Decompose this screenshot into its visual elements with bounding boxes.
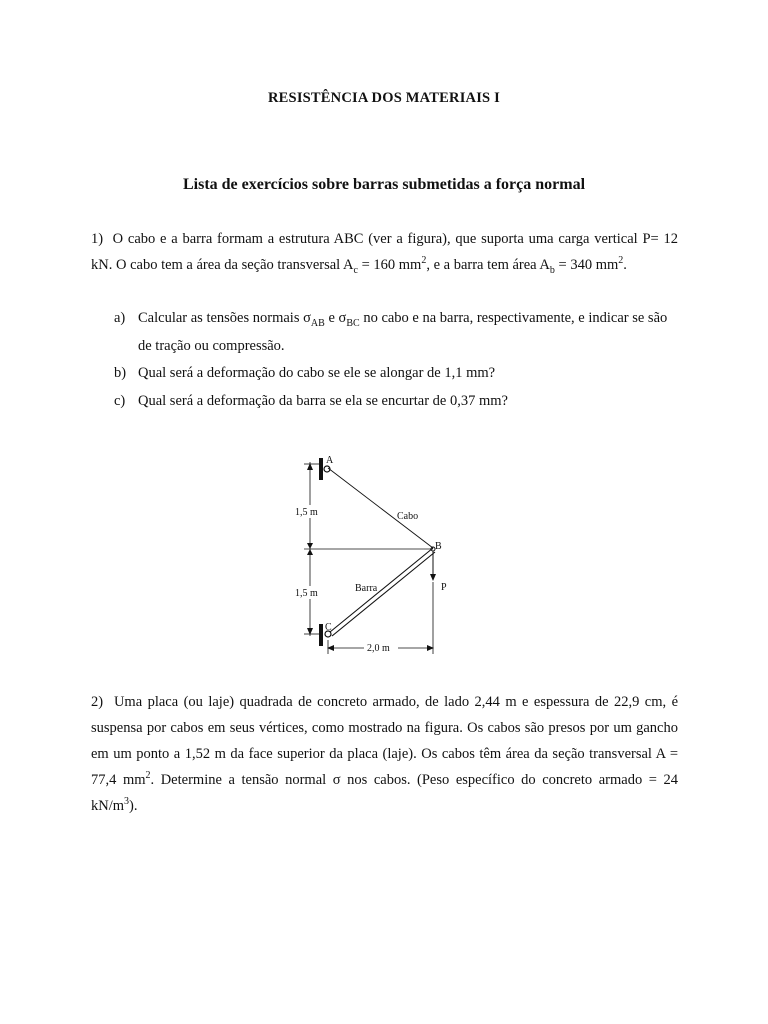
sub-question-letter: c) [114, 392, 126, 409]
label-b: B [435, 541, 442, 552]
dim-arrow-up-icon [307, 549, 313, 555]
superscript-3: 3 [124, 796, 130, 808]
problem-1-statement [91, 226, 678, 278]
dimension-upper-label: 1,5 m [295, 507, 318, 518]
bar-cb-edge-bottom [332, 552, 435, 636]
sub-question-letter: a) [114, 310, 126, 326]
bar-cb-edge-top [330, 548, 433, 632]
sub-question-a [91, 305, 678, 360]
dimension-lower-label: 1,5 m [295, 588, 318, 599]
problem-1-number: 1) [91, 231, 104, 247]
sub-question-b-text: Qual será a deformação do cabo se ele se alongar de 1,1 mm? [138, 365, 496, 381]
sub-question-c [91, 388, 678, 416]
structure-abc-figure [290, 450, 470, 660]
problem-1-text-c: , e a barra tem área A [426, 257, 550, 273]
structure-diagram [290, 450, 470, 660]
problem-1-text-e: . [623, 257, 627, 273]
subscript-bc: BC [346, 317, 360, 329]
subscript-b: b [549, 264, 555, 276]
sub-question-letter: b) [114, 365, 127, 381]
problem-2-text-b: . Determine a tensão normal σ nos cabos. (Peso específico do concreto armado = 24 kN/m [91, 772, 679, 814]
problem-2-text-a: Uma placa (ou laje) quadrada de concreto armado, de lado 2,44 m e espessura de 22,9 cm, é suspensa por cabos em seus vértices, como mostrado na figura. Os cabos são presos por um gancho em um ponto a 1,52 m da face superior da placa (laje). Os cabos têm área da seção transversal A = 77,4 mm [91, 694, 679, 788]
wall-support-a [319, 458, 323, 480]
subscript-c: c [353, 264, 358, 276]
label-p: P [441, 582, 447, 593]
label-bar: Barra [355, 583, 378, 594]
label-a: A [326, 455, 334, 466]
problem-2-number: 2) [91, 694, 104, 710]
problem-1-sub-questions [91, 305, 678, 415]
sub-question-a-part1: Calcular as tensões normais σ [138, 310, 311, 326]
subscript-ab: AB [310, 317, 325, 329]
sub-question-a-part2: e σ [324, 310, 347, 326]
problem-1-text-b: = 160 mm [357, 257, 422, 273]
problem-2-statement [91, 689, 678, 819]
sub-question-c-text: Qual será a deformação da barra se ela se encurtar de 0,37 mm? [138, 392, 508, 409]
cable-ab [328, 468, 433, 548]
problem-1-text-a: O cabo e a barra formam a estrutura ABC (ver a figura), que suporta uma carga vertical P= 12 kN. O cabo tem a área da seção transversal A [91, 231, 678, 273]
superscript-2a: 2 [421, 255, 427, 267]
problem-2-text-c: ). [129, 798, 138, 814]
load-p-arrow-icon [430, 574, 436, 581]
superscript-2: 2 [145, 770, 151, 782]
dim-arrow-down-icon [307, 543, 313, 549]
dimension-horizontal-label: 2,0 m [367, 643, 390, 654]
label-cable: Cabo [397, 511, 419, 522]
problem-1-text-d: = 340 mm [554, 257, 619, 273]
page-title: RESISTÊNCIA DOS MATERIAIS I [268, 90, 500, 106]
label-c: C [325, 622, 332, 633]
wall-support-c [319, 624, 323, 646]
sub-question-b [91, 360, 678, 388]
sub-question-a-part3: no cabo e na barra, respectivamente, e indicar se são de tração ou compressão. [138, 310, 668, 354]
superscript-2b: 2 [618, 255, 624, 267]
exercise-list-title: Lista de exercícios sobre barras submetidas a força normal [182, 176, 586, 193]
